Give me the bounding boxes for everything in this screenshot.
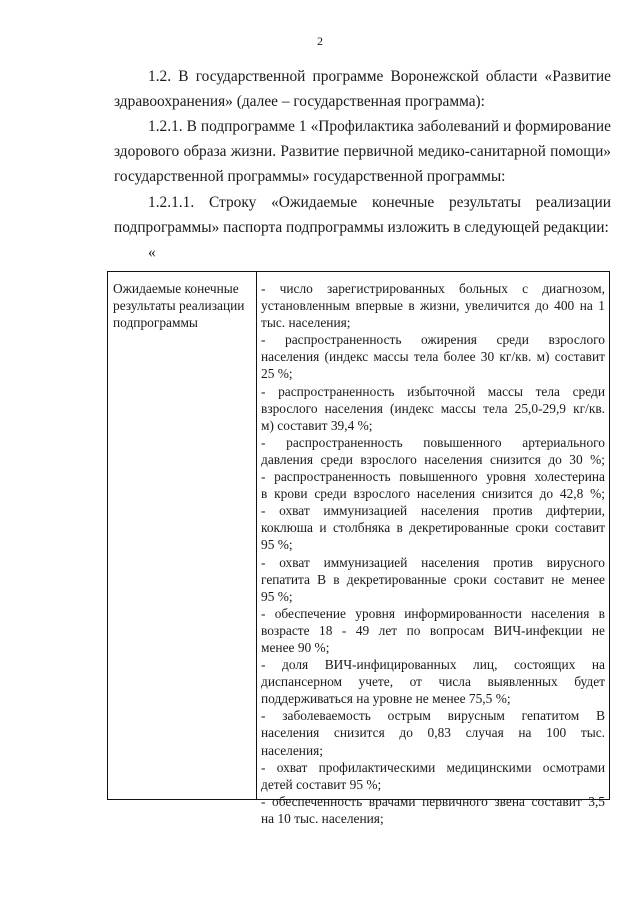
content-line: поддерживаться на уровне не менее 75,5 %; <box>261 691 511 707</box>
content-line: - охват иммунизацией населения против дифтерии, <box>261 503 605 519</box>
content-line: - число зарегистрированных больных с диагнозом, <box>261 281 605 296</box>
content-line: - охват иммунизацией населения против вирусного <box>261 554 605 570</box>
content-line: на 10 тыс. населения; <box>261 810 384 826</box>
content-line: взрослого населения (индекс массы тела 25,0-29,9 кг/кв. <box>261 400 605 416</box>
paragraph-1-2 <box>114 64 611 114</box>
content-line: населения снизится до 0,83 случая на 100 тыс. <box>261 725 605 741</box>
content-line: тыс. населения; <box>261 315 351 331</box>
content-line: - обеспечение уровня информированности населения в <box>261 605 605 621</box>
content-line: 95 %; <box>261 588 293 604</box>
content-line: - обеспеченность врачами первичного звена составит 3,5 <box>261 793 605 809</box>
content-line: возрасте 18 - 49 лет по вопросам ВИЧ-инфекции не <box>261 622 605 638</box>
paragraph-line: государственной программы» государственной программы: <box>114 168 506 185</box>
paragraph-line: здорового образа жизни. Развитие первичной медико-санитарной помощи» <box>114 143 611 160</box>
opening-quote: « <box>148 244 156 261</box>
paragraph-line: здравоохранения» (далее – государственная программа): <box>114 93 485 110</box>
table-column-divider <box>256 272 257 799</box>
content-line: - заболеваемость острым вирусным гепатитом В <box>261 708 605 724</box>
content-line: коклюша и столбняка в декретированные сроки составит <box>261 520 605 536</box>
content-line: - распространенность повышенного уровня холестерина <box>261 469 605 485</box>
page-number: 2 <box>317 34 323 48</box>
paragraph-1-2-1 <box>114 114 611 189</box>
label-line: подпрограммы <box>113 315 198 330</box>
content-line: диспансерном учете, от числа выявленных будет <box>261 674 605 690</box>
content-line: давления среди взрослого населения снизится до 30 %; <box>261 451 605 467</box>
content-line: населения; <box>261 742 323 758</box>
content-line: 25 %; <box>261 366 293 382</box>
paragraph-line: 1.2.1.1. Строку «Ожидаемые конечные результаты реализации <box>148 194 611 211</box>
content-line: - распространенность избыточной массы тела среди <box>261 383 605 399</box>
paragraph-line: 1.2.1. В подпрограмме 1 «Профилактика заболеваний и формирование <box>148 118 611 135</box>
label-line: Ожидаемые конечные <box>113 281 239 296</box>
content-line: - доля ВИЧ-инфицированных лиц, состоящих на <box>261 657 605 673</box>
content-line: м) составит 39,4 %; <box>261 417 373 433</box>
content-line: населения (индекс массы тела более 30 кг/кв. м) составит <box>261 349 605 365</box>
table-label-cell <box>113 280 253 331</box>
paragraph-line: подпрограммы» паспорта подпрограммы изложить в следующей редакции: <box>114 219 609 236</box>
content-line: - распространенность повышенного артериального <box>261 434 605 450</box>
content-line: - охват профилактическими медицинскими осмотрами <box>261 759 605 775</box>
content-line: детей составит 95 %; <box>261 776 382 792</box>
content-line: - распространенность ожирения среди взрослого <box>261 332 605 348</box>
content-line: в крови среди взрослого населения снизится до 42,8 %; <box>261 486 605 502</box>
results-table <box>107 271 610 826</box>
paragraph-line: 1.2. В государственной программе Воронежской области «Развитие <box>148 68 611 85</box>
table-content-cell <box>261 280 605 827</box>
paragraph-1-2-1-1 <box>114 190 611 240</box>
content-line: 95 %; <box>261 537 293 553</box>
label-line: результаты реализации <box>113 298 245 313</box>
content-line: менее 90 %; <box>261 639 330 655</box>
content-line: установленным впервые в жизни, увеличится до 400 на 1 <box>261 298 605 314</box>
content-line: гепатита В в декретированные сроки составит не менее <box>261 571 605 587</box>
